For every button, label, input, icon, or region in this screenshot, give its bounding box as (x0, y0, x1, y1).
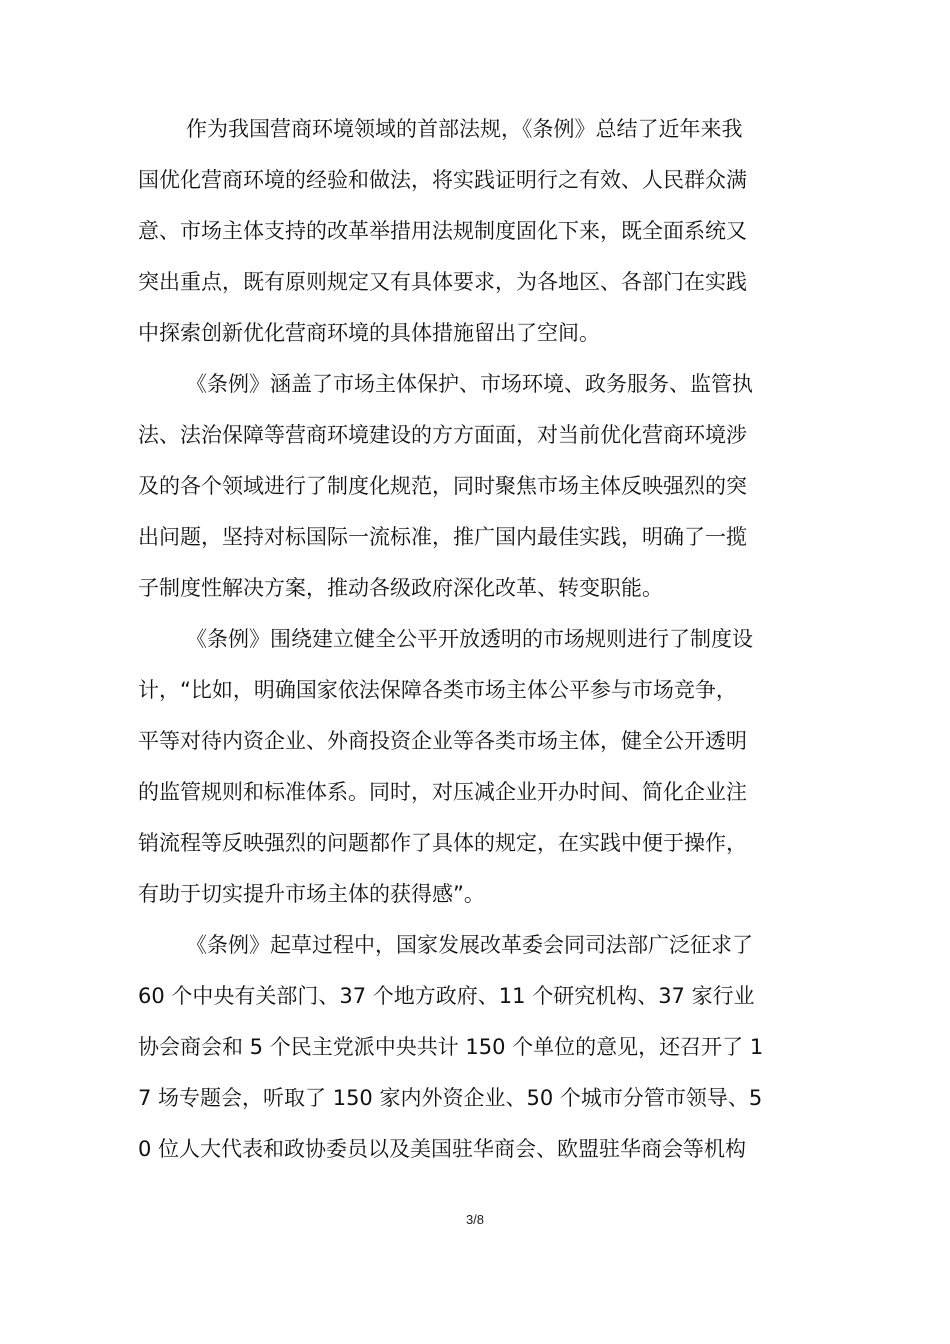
paragraph-1-line-3: 意、市场主体支持的改革举措用法规制度固化下来，既全面系统又 (138, 219, 747, 243)
paragraph-4-line-4: 7 场专题会，听取了 150 家内外资企业、50 个城市分管市领导、5 (138, 1086, 763, 1110)
paragraph-1-line-2: 国优化营商环境的经验和做法，将实践证明行之有效、人民群众满 (138, 168, 747, 192)
paragraph-2-line-3: 及的各个领域进行了制度化规范，同时聚焦市场主体反映强烈的突 (138, 474, 747, 498)
paragraph-1-line-4: 突出重点，既有原则规定又有具体要求，为各地区、各部门在实践 (138, 270, 747, 294)
paragraph-1-line-5: 中探索创新优化营商环境的具体措施留出了空间。 (138, 321, 600, 345)
paragraph-3-line-2: 计，“比如，明确国家依法保障各类市场主体公平参与市场竞争， (138, 678, 737, 702)
paragraph-2-line-5: 子制度性解决方案，推动各级政府深化改革、转变职能。 (138, 576, 663, 600)
paragraph-3-line-6: 有助于切实提升市场主体的获得感”。 (138, 882, 485, 906)
paragraph-2-line-2: 法、法治保障等营商环境建设的方方面面，对当前优化营商环境涉 (138, 423, 747, 447)
paragraph-3-line-5: 销流程等反映强烈的问题都作了具体的规定，在实践中便于操作， (138, 831, 747, 855)
paragraph-1-line-1: 作为我国营商环境领域的首部法规，《条例》总结了近年来我 (186, 117, 743, 141)
paragraph-3-line-4: 的监管规则和标准体系。同时，对压减企业开办时间、简化企业注 (138, 780, 747, 804)
paragraph-4-line-5: 0 位人大代表和政协委员以及美国驻华商会、欧盟驻华商会等机构 (138, 1137, 747, 1161)
document-body (138, 104, 818, 1175)
page-number: 3/8 (465, 1212, 485, 1227)
paragraph-4-line-3: 协会商会和 5 个民主党派中央共计 150 个单位的意见，还召开了 1 (138, 1035, 764, 1059)
paragraph-4-line-1: 《条例》起草过程中，国家发展改革委会同司法部广泛征求了 (186, 933, 753, 957)
paragraph-3-line-1: 《条例》围绕建立健全公平开放透明的市场规则进行了制度设 (186, 627, 753, 651)
paragraph-2-line-1: 《条例》涵盖了市场主体保护、市场环境、政务服务、监管执 (186, 372, 753, 396)
paragraph-3-line-3: 平等对待内资企业、外商投资企业等各类市场主体，健全公开透明 (138, 729, 747, 753)
paragraph-4-line-2: 60 个中央有关部门、37 个地方政府、11 个研究机构、37 家行业 (138, 984, 755, 1008)
paragraph-2-line-4: 出问题，坚持对标国际一流标准，推广国内最佳实践，明确了一揽 (138, 525, 747, 549)
